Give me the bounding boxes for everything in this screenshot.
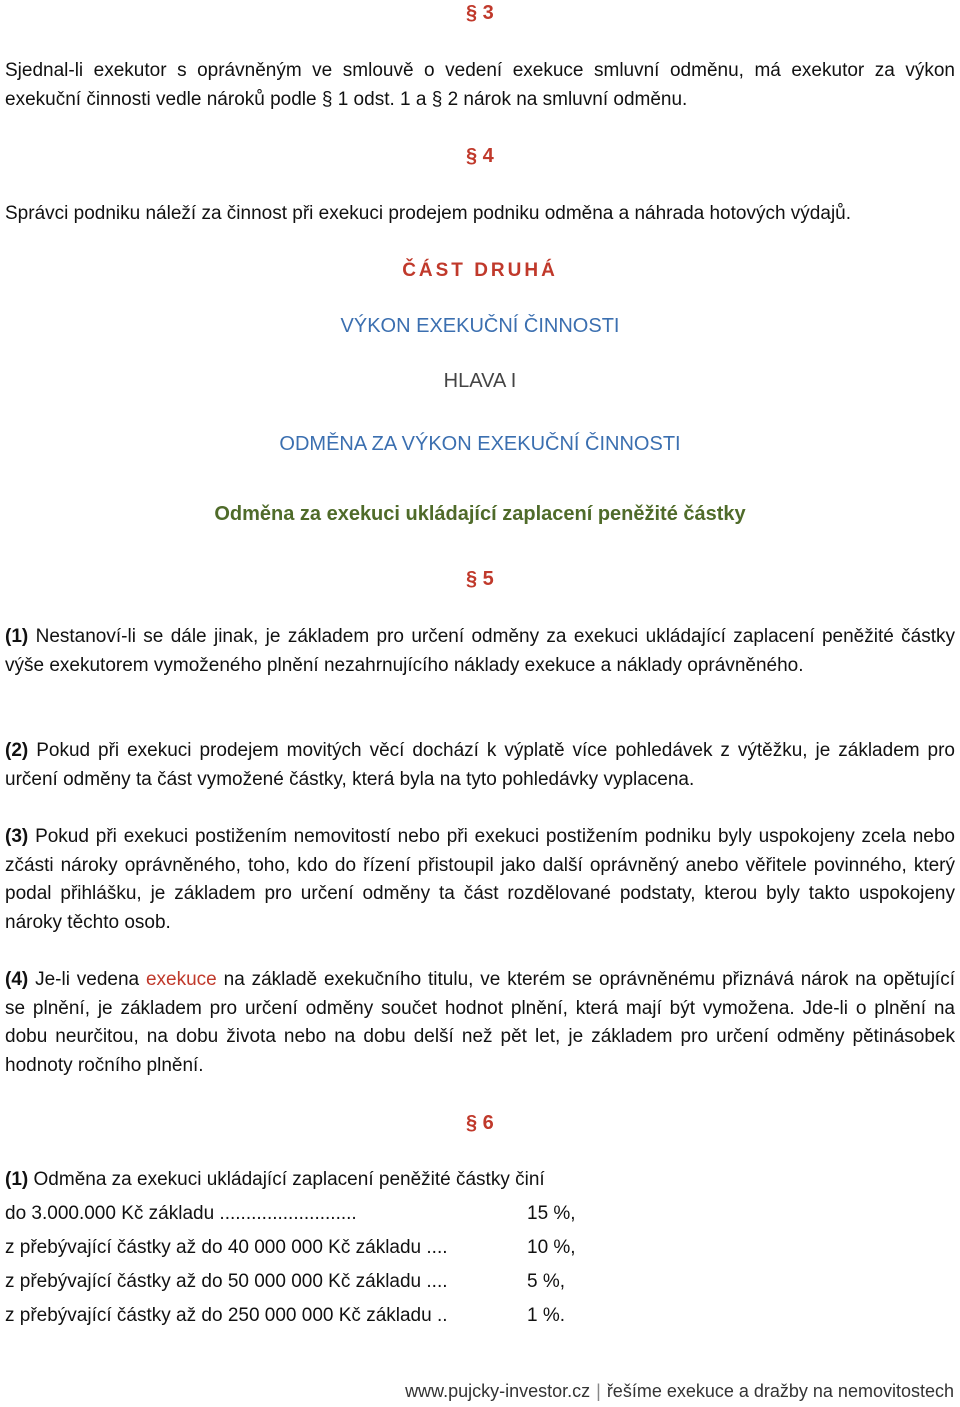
section-3-heading: § 3 — [466, 2, 494, 24]
rate-label: z přebývající částky až do 50 000 000 Kč základu .... — [5, 1271, 448, 1292]
chapter-title: ODMĚNA ZA VÝKON EXEKUČNÍ ČINNOSTI — [279, 433, 681, 455]
rate-label: z přebývající částky až do 40 000 000 Kč základu .... — [5, 1237, 448, 1258]
footer-separator: | — [596, 1381, 601, 1401]
section-6-paragraph-1 — [5, 1166, 955, 1195]
paragraph-number: (1) — [5, 626, 29, 647]
rate-value: 15 %, — [527, 1203, 576, 1224]
footer — [405, 1381, 954, 1402]
section-5-heading: § 5 — [466, 568, 494, 590]
paragraph-text-pre: Je-li vedena — [35, 969, 146, 990]
paragraph-text: Pokud při exekuci prodejem movitých věcí dochází k výplatě více pohledávek z výtěžku, je základem pro určení odměny ta část vymožené částky, která byla na tyto pohledávky vyplacena. — [5, 740, 956, 790]
section-3-paragraph: Sjednal-li exekutor s oprávněným ve smlouvě o vedení exekuce smluvní odměnu, má exekutor za výkon exekuční činnosti vedle nároků podle § 1 odst. 1 a § 2 nárok na smluvní odměnu. — [5, 60, 955, 110]
rate-label: z přebývající částky až do 250 000 000 Kč základu .. — [5, 1305, 448, 1326]
paragraph-text: Nestanoví-li se dále jinak, je základem pro určení odměny za exekuci ukládající zaplacení peněžité částky výše exekutorem vymoženého plnění nezahrnujícího náklady exekuce a náklady oprávněného. — [5, 626, 955, 676]
paragraph-text: Odměna za exekuci ukládající zaplacení peněžité částky činí — [33, 1169, 545, 1190]
section-6-heading: § 6 — [466, 1112, 494, 1134]
section-5-paragraph-4 — [5, 966, 955, 1080]
rate-value: 5 %, — [527, 1271, 566, 1292]
section-5-paragraph-2 — [5, 737, 955, 794]
footer-tagline: řešíme exekuce a dražby na nemovitostech — [606, 1381, 954, 1401]
paragraph-number: (1) — [5, 1169, 29, 1190]
section-4-heading: § 4 — [466, 145, 494, 167]
paragraph-number: (2) — [5, 740, 29, 761]
part-title: VÝKON EXEKUČNÍ ČINNOSTI — [340, 315, 620, 337]
part-heading: ČÁST DRUHÁ — [402, 260, 558, 281]
rate-label: do 3.000.000 Kč základu .......................... — [5, 1203, 357, 1224]
exekuce-link[interactable]: exekuce — [145, 969, 217, 990]
subtitle-heading: Odměna za exekuci ukládající zaplacení peněžité částky — [214, 503, 746, 525]
section-4-paragraph: Správci podniku náleží za činnost při exekuci prodejem podniku odměna a náhrada hotových výdajů. — [5, 203, 852, 224]
chapter-heading: HLAVA I — [443, 370, 517, 392]
paragraph-number: (4) — [5, 969, 29, 990]
paragraph-text: Pokud při exekuci postižením nemovitostí nebo při exekuci postižením podniku byly uspokojeny zcela nebo zčásti nároky oprávněného, toho, kdo do řízení přistoupil jako další oprávněný anebo věřitele povinného, který podal přihlášku, je základem pro určení odměny ta část rozdělované podstaty, kterou byly takto uspokojeny nároky těchto osob. — [5, 826, 955, 933]
rate-value: 1 %. — [527, 1305, 566, 1326]
paragraph-text-post: na základě exekučního titulu, ve kterém se oprávněnému přiznává nárok na opětující se plnění, je základem pro určení odměny součet hodnot plnění, která mají být vymožena. Jde-li o plnění na dobu neurčitou, na dobu života nebo na dobu delší než pět let, je základem pro určení odměny pětinásobek hodnoty ročního plnění. — [5, 969, 955, 1076]
section-5-paragraph-3 — [5, 823, 955, 937]
paragraph-number: (3) — [5, 826, 29, 847]
section-5-paragraph-1 — [5, 623, 955, 680]
footer-site-link[interactable]: www.pujcky-investor.cz — [405, 1381, 591, 1401]
rate-value: 10 %, — [527, 1237, 576, 1258]
